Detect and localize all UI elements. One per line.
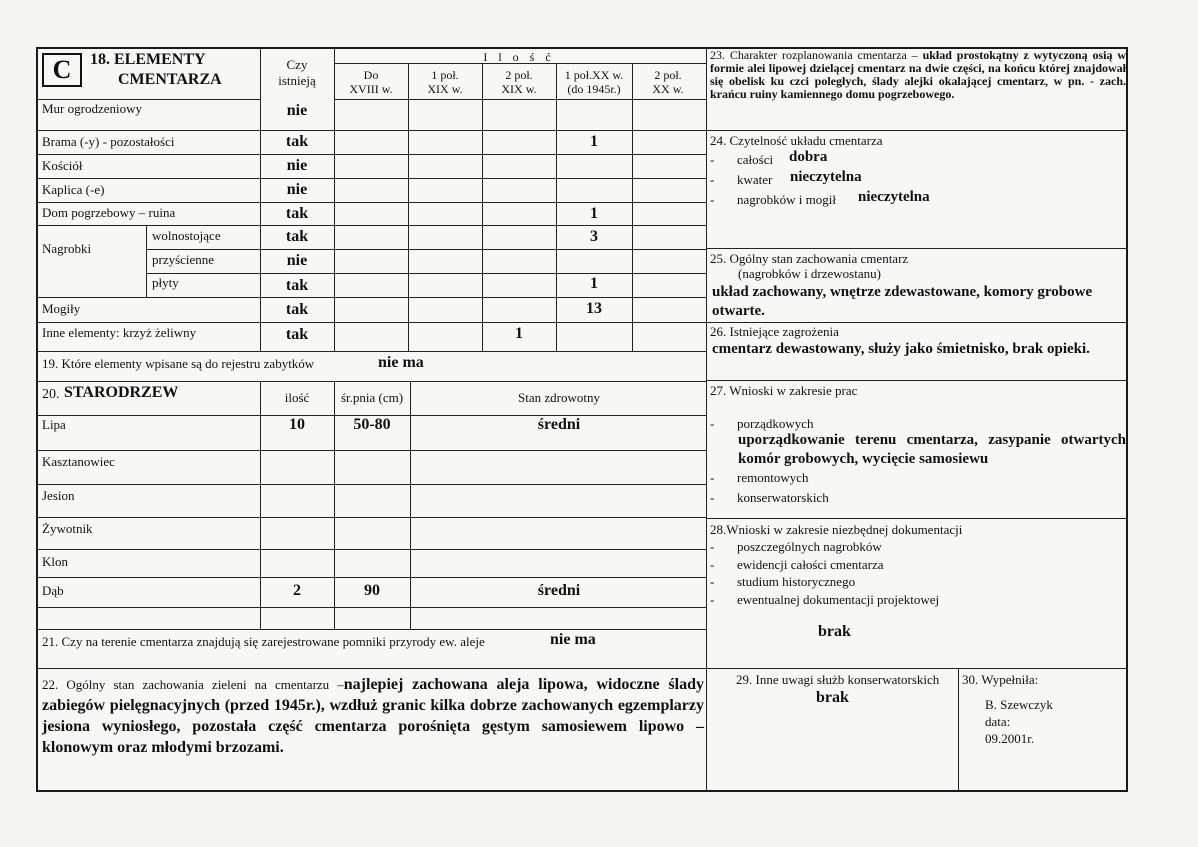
sec28-item: ewentualnej dokumentacji projektowej	[737, 592, 940, 607]
tree-count: 10	[289, 416, 305, 433]
heritage-record-card	[36, 47, 1128, 792]
grid-line	[706, 248, 1128, 249]
grid-line	[38, 99, 260, 100]
exists-header-1: Czy	[286, 57, 308, 72]
row-label: Kościół	[42, 158, 83, 173]
grid-line	[38, 297, 706, 298]
grid-line	[706, 130, 1128, 131]
sec24-item-value: nieczytelna	[858, 189, 930, 205]
tree-name: Dąb	[42, 583, 64, 598]
row-label: Dom pogrzebowy – ruina	[42, 205, 176, 220]
grid-line	[334, 99, 706, 100]
sec19-label: 19. Które elementy wpisane są do rejestru zabytków	[42, 356, 315, 371]
sec28-value: brak	[818, 623, 851, 640]
grid-line	[334, 49, 335, 351]
sec24-item-value: dobra	[789, 149, 828, 165]
dash: -	[710, 539, 715, 554]
row-exists: tak	[285, 326, 309, 343]
dash: -	[710, 416, 715, 431]
row-label: Kaplica (-e)	[42, 182, 105, 197]
sec30-label: 30. Wypełniła:	[962, 672, 1039, 687]
row-count: 1	[515, 325, 523, 342]
col-health: Stan zdrowotny	[518, 390, 600, 405]
sec23-block	[710, 49, 1126, 101]
sec24-item-label: kwater	[737, 172, 773, 187]
sec28-item: ewidencji całości cmentarza	[737, 557, 884, 572]
sec27-item: porządkowych	[737, 416, 814, 431]
sec28-item: studium historycznego	[737, 574, 856, 589]
dash: -	[710, 192, 715, 207]
row-exists: tak	[285, 133, 309, 150]
row-label: Inne elementy: krzyż żeliwny	[42, 325, 197, 340]
tree-health: średni	[537, 582, 581, 599]
tree-diam: 90	[364, 582, 380, 599]
tree-name: Żywotnik	[42, 521, 93, 536]
sec20-num: 20.	[42, 387, 60, 402]
period-4-l2: (do 1945r.)	[567, 82, 621, 96]
row-label: przyścienne	[152, 252, 215, 267]
period-2-l2: XIX w.	[427, 82, 463, 96]
quantity-header: I l o ś ć	[483, 50, 555, 64]
grid-line	[38, 351, 706, 352]
tree-name: Kasztanowiec	[42, 454, 115, 469]
row-exists: nie	[286, 102, 308, 119]
period-2-l1: 1 poł.	[431, 68, 459, 82]
grid-line	[706, 322, 1128, 323]
grid-line	[260, 49, 261, 351]
grid-line	[38, 202, 706, 203]
grid-line	[38, 577, 706, 578]
dash: -	[710, 574, 715, 589]
period-3-l2: XIX w.	[501, 82, 537, 96]
sec24-label: 24. Czytelność układu cmentarza	[710, 133, 883, 148]
sec24-item-label: całości	[737, 152, 774, 167]
grid-line	[38, 178, 706, 179]
sec25-label: 25. Ogólny stan zachowania cmentarz	[710, 251, 909, 266]
sec25-sub: (nagrobków i drzewostanu)	[738, 266, 881, 281]
period-5-l2: XX w.	[652, 82, 684, 96]
row-label: wolnostojące	[152, 228, 221, 243]
col-diam: śr.pnia (cm)	[340, 390, 404, 405]
row-count: 3	[590, 228, 598, 245]
row-label: Mogiły	[42, 301, 81, 316]
sec18-title-2: CMENTARZA	[118, 71, 222, 88]
sec21-value: nie ma	[550, 631, 596, 648]
grid-line	[146, 225, 147, 297]
sec24-item-value: nieczytelna	[790, 169, 862, 185]
nagrobki-label: Nagrobki	[42, 241, 92, 256]
row-count: 1	[590, 275, 598, 292]
sec22-block	[42, 674, 704, 758]
row-count: 13	[586, 300, 602, 317]
dash: -	[710, 470, 715, 485]
grid-line	[38, 415, 706, 416]
period-4-l1: 1 poł.XX w.	[564, 68, 624, 82]
sec29-value: brak	[816, 689, 849, 706]
tree-health: średni	[537, 416, 581, 433]
tree-count: 2	[293, 582, 301, 599]
grid-line	[408, 63, 409, 351]
grid-line	[38, 484, 706, 485]
grid-line	[38, 154, 706, 155]
sec20-title: STARODRZEW	[64, 384, 179, 401]
sec27-value: uporządkowanie terenu cmentarza, zasypanie otwartych komór grobowych, wycięcie samosiewu	[738, 432, 1126, 467]
row-label: Mur ogrodzeniowy	[42, 101, 143, 116]
grid-line	[38, 668, 1128, 669]
grid-line	[38, 322, 706, 323]
sec30-date-label: data:	[985, 714, 1011, 729]
tree-name: Jesion	[42, 488, 75, 503]
grid-line	[38, 549, 706, 550]
column-divider	[706, 49, 707, 791]
grid-line	[334, 63, 706, 64]
grid-line	[706, 518, 1128, 519]
tree-name: Lipa	[42, 417, 66, 432]
sec18-title-1: 18. ELEMENTY	[90, 51, 206, 68]
sec23-text: układ prostokątny z wytyczoną osią w formie alei lipowej dzielącej cmentarz na dwie części, na końcu której znajdował się obelisk ku czci poległych, ślady alejki okalającej cmentarz, w pn. - zach. krańcu ruiny kamiennego domu pogrzebowego.	[710, 48, 1127, 101]
grid-line	[146, 273, 706, 274]
row-exists: tak	[285, 205, 309, 222]
grid-line	[38, 225, 706, 226]
grid-line	[958, 668, 959, 791]
grid-line	[146, 249, 706, 250]
grid-line	[38, 517, 706, 518]
sec28-label: 28.Wnioski w zakresie niezbędnej dokumentacji	[710, 522, 963, 537]
period-3-l1: 2 poł.	[505, 68, 533, 82]
grid-line	[334, 381, 335, 629]
sec30-name: B. Szewczyk	[985, 697, 1053, 712]
sec22-text: najlepiej zachowana aleja lipowa, widoczne ślady zabiegów pielęgnacyjnych (przed 1945r.), wzdłuż granic kilka dobrze zachowanych egzemplarzy jesiona wyniosłego, pozostała część cmentarza porośnięta gęstym samosiewem lipowo – klonowym oraz młodymi brzozami.	[42, 676, 704, 756]
grid-line	[260, 381, 261, 629]
tree-diam: 50-80	[353, 416, 391, 433]
sec22-label: 22. Ogólny stan zachowania zieleni na cmentarzu –	[42, 677, 344, 692]
period-5-l1: 2 poł.	[654, 68, 682, 82]
row-exists: nie	[286, 157, 308, 174]
row-exists: tak	[285, 277, 309, 294]
grid-line	[38, 130, 706, 131]
sec26-value: cmentarz dewastowany, służy jako śmietnisko, brak opieki.	[712, 341, 1090, 357]
row-exists: nie	[286, 181, 308, 198]
grid-line	[706, 380, 1128, 381]
row-label: płyty	[152, 275, 179, 290]
sec30-date: 09.2001r.	[985, 731, 1035, 746]
sec25-value: układ zachowany, wnętrze zdewastowane, komory grobowe otwarte.	[712, 284, 1093, 319]
col-count: ilość	[284, 390, 310, 405]
tree-name: Klon	[42, 554, 68, 569]
grid-line	[482, 63, 483, 351]
dash: -	[710, 490, 715, 505]
row-label: Brama (-y) - pozostałości	[42, 134, 175, 149]
sec26-label: 26. Istniejące zagrożenia	[710, 324, 839, 339]
sec19-value: nie ma	[378, 354, 424, 371]
sec21-label: 21. Czy na terenie cmentarza znajdują się zarejestrowane pomniki przyrody ew. aleje	[42, 634, 485, 649]
grid-line	[38, 607, 706, 608]
row-count: 1	[590, 205, 598, 222]
sec29-label: 29. Inne uwagi służb konserwatorskich	[736, 672, 940, 687]
dash: -	[710, 592, 715, 607]
dash: -	[710, 172, 715, 187]
sec27-label: 27. Wnioski w zakresie prac	[710, 383, 858, 398]
grid-line	[410, 381, 411, 629]
sec24-item-label: nagrobków i mogił	[737, 192, 836, 207]
row-exists: tak	[285, 301, 309, 318]
section-letter: C	[42, 53, 82, 87]
dash: -	[710, 152, 715, 167]
sec27-item: konserwatorskich	[737, 490, 829, 505]
grid-line	[38, 381, 706, 382]
period-1-l2: XVIII w.	[349, 82, 393, 96]
row-count: 1	[590, 133, 598, 150]
exists-header-2: istnieją	[278, 73, 316, 88]
sec27-item: remontowych	[737, 470, 809, 485]
grid-line	[556, 63, 557, 351]
sec23-label: 23. Charakter rozplanowania cmentarza –	[710, 48, 918, 62]
dash: -	[710, 557, 715, 572]
grid-line	[38, 629, 706, 630]
row-exists: nie	[286, 252, 308, 269]
period-1-l1: Do	[363, 68, 379, 82]
sec28-item: poszczególnych nagrobków	[737, 539, 882, 554]
row-exists: tak	[285, 228, 309, 245]
grid-line	[38, 450, 706, 451]
grid-line	[632, 63, 633, 351]
